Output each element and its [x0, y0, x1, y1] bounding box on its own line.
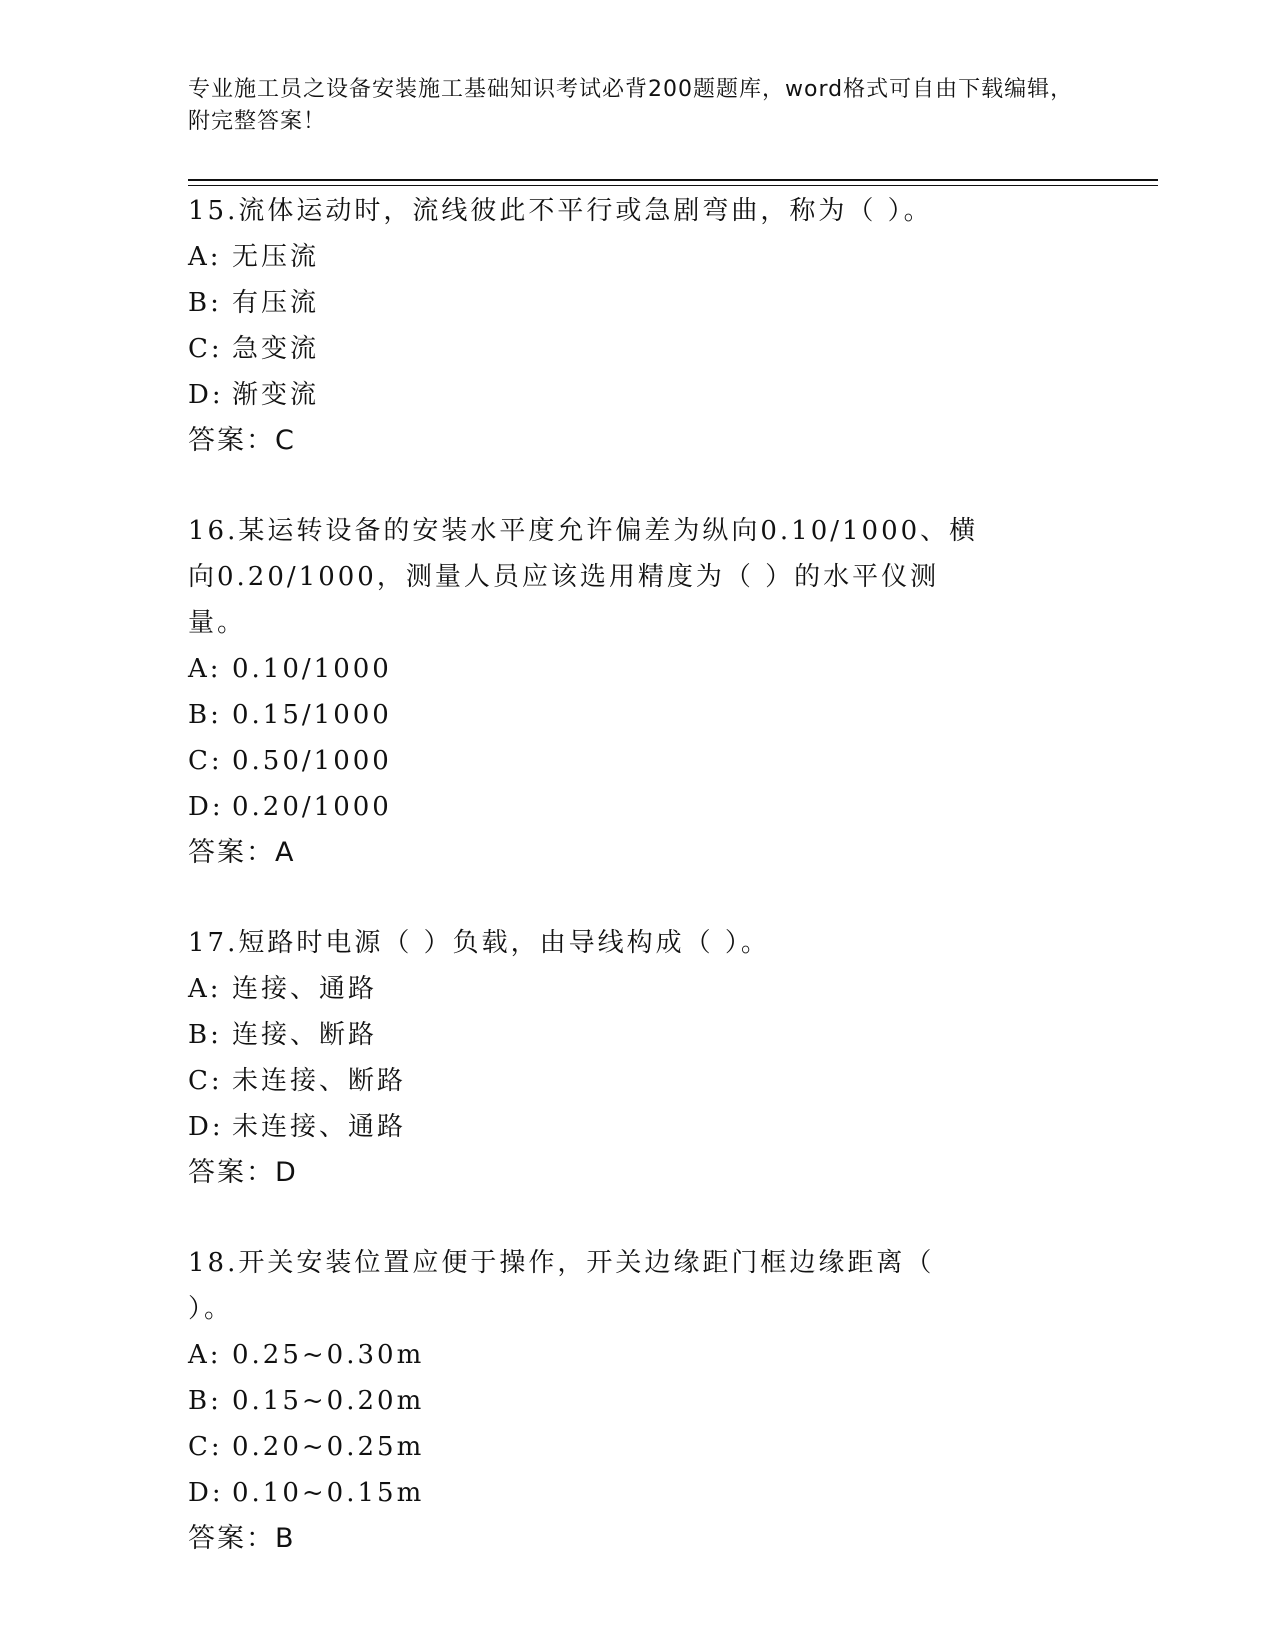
option-text: 0.15/1000 — [232, 700, 392, 730]
option-c — [188, 1424, 1168, 1470]
option-letter: B: — [188, 288, 222, 318]
option-text: 0.10~0.15m — [232, 1478, 425, 1508]
header-divider-thick — [188, 179, 1158, 181]
option-letter: B: — [188, 700, 222, 730]
option-b — [188, 1378, 1168, 1424]
option-letter: A: — [188, 974, 222, 1004]
option-text: 0.50/1000 — [232, 746, 392, 776]
option-text: 连接、断路 — [232, 1020, 378, 1050]
option-c — [188, 1058, 1168, 1104]
option-d — [188, 372, 1168, 418]
option-text: 渐变流 — [232, 380, 320, 410]
option-a — [188, 966, 1168, 1012]
header-divider-thin — [188, 185, 1158, 186]
option-letter: D: — [188, 1112, 224, 1142]
option-text: 无压流 — [232, 242, 320, 272]
option-letter: C: — [188, 1066, 223, 1096]
option-a — [188, 234, 1168, 280]
answer-line: 答案：A — [188, 837, 296, 868]
option-text: 未连接、断路 — [232, 1066, 407, 1096]
option-c — [188, 326, 1168, 372]
option-d — [188, 1104, 1168, 1150]
question-16 — [188, 508, 1168, 876]
option-letter: D: — [188, 380, 224, 410]
option-b — [188, 692, 1168, 738]
option-letter: C: — [188, 1432, 223, 1462]
option-text: 急变流 — [232, 334, 320, 364]
option-d — [188, 1470, 1168, 1516]
question-stem: 15.流体运动时，流线彼此不平行或急剧弯曲，称为（ ）。 — [188, 196, 933, 226]
option-b — [188, 1012, 1168, 1058]
option-text: 有压流 — [232, 288, 320, 318]
option-letter: C: — [188, 334, 223, 364]
option-text: 0.20~0.25m — [232, 1432, 425, 1462]
option-text: 连接、通路 — [232, 974, 378, 1004]
option-letter: D: — [188, 1478, 224, 1508]
option-letter: A: — [188, 1340, 222, 1370]
option-a — [188, 646, 1168, 692]
question-15 — [188, 188, 1168, 464]
option-letter: B: — [188, 1386, 222, 1416]
option-a — [188, 1332, 1168, 1378]
question-stem: 18.开关安装位置应便于操作，开关边缘距门框边缘距离（ ）。 — [188, 1248, 946, 1324]
option-letter: D: — [188, 792, 224, 822]
option-letter: B: — [188, 1020, 222, 1050]
option-b — [188, 280, 1168, 326]
document-header-title: 专业施工员之设备安装施工基础知识考试必背200题题库，word格式可自由下载编辑，附完整答案！ — [188, 77, 1074, 134]
question-list — [188, 188, 1168, 1606]
option-text: 0.20/1000 — [232, 792, 392, 822]
option-text: 0.10/1000 — [232, 654, 392, 684]
question-17 — [188, 920, 1168, 1196]
question-stem: 17.短路时电源（ ）负载，由导线构成（ ）。 — [188, 928, 770, 958]
option-letter: A: — [188, 654, 222, 684]
option-text: 0.25~0.30m — [232, 1340, 425, 1370]
answer-line: 答案：D — [188, 1157, 298, 1188]
option-c — [188, 738, 1168, 784]
question-18 — [188, 1240, 1168, 1562]
option-text: 未连接、通路 — [232, 1112, 407, 1142]
option-text: 0.15~0.20m — [232, 1386, 425, 1416]
option-letter: A: — [188, 242, 222, 272]
question-stem: 16.某运转设备的安装水平度允许偏差为纵向0.10/1000、横向0.20/1000，测量人员应该选用精度为（ ）的水平仪测量。 — [188, 516, 979, 638]
answer-line: 答案：B — [188, 1523, 296, 1554]
answer-line: 答案：C — [188, 425, 296, 456]
option-d — [188, 784, 1168, 830]
option-letter: C: — [188, 746, 223, 776]
